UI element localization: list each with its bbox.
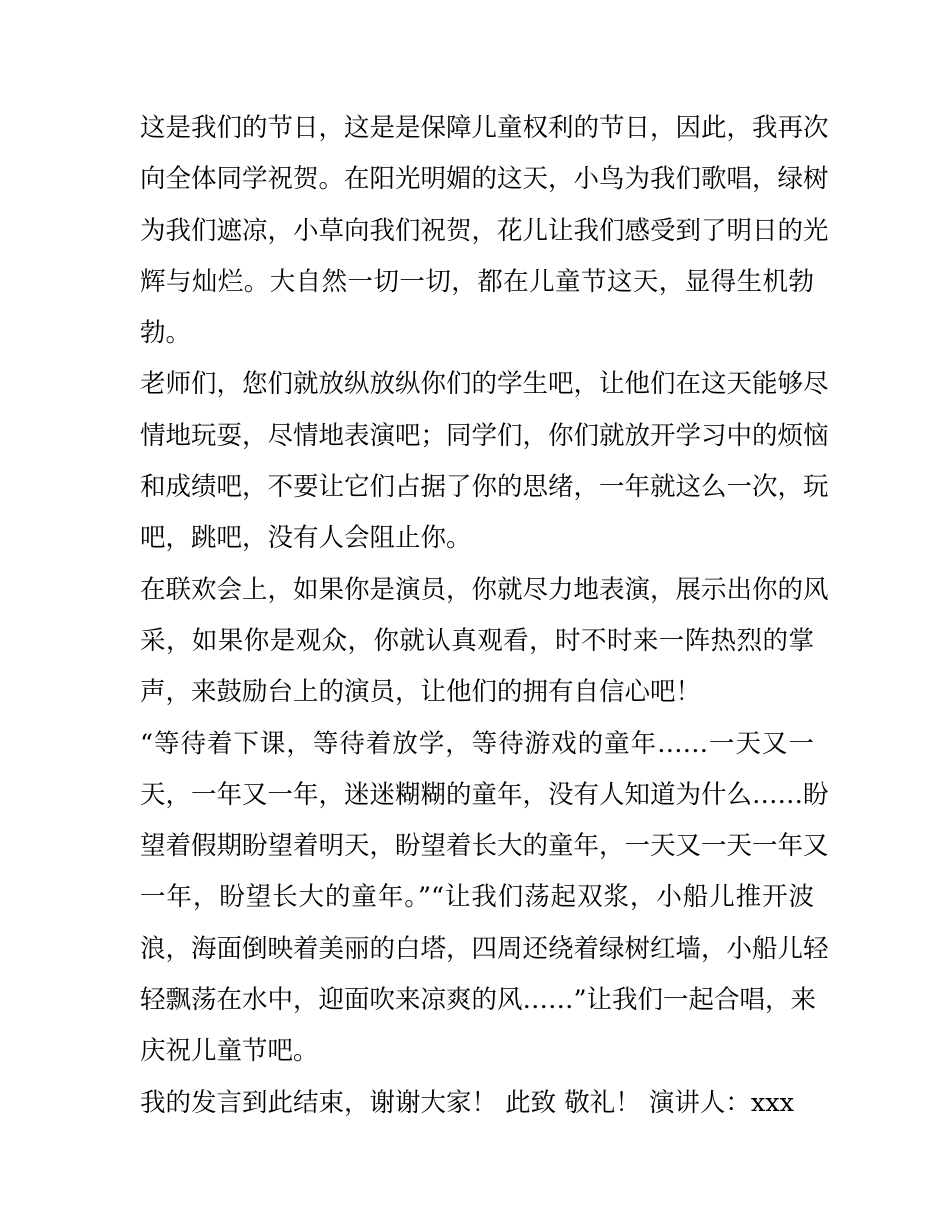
text-line: 情地玩耍，尽情地表演吧；同学们，你们就放开学习中的烦恼 xyxy=(140,420,829,451)
paragraph-closing xyxy=(140,1078,814,1129)
text-line: 向全体同学祝贺。在阳光明媚的这天，小鸟为我们歌唱，绿树 xyxy=(140,164,829,195)
text-line: 望着假期盼望着明天，盼望着长大的童年，一天又一天一年又 xyxy=(140,831,829,862)
paragraph-song-quotes xyxy=(140,719,829,1078)
text-line: 庆祝儿童节吧。 xyxy=(140,1036,319,1067)
text-line: 轻飘荡在水中，迎面吹来凉爽的风……”让我们一起合唱，来 xyxy=(140,985,817,1016)
text-line: 这是我们的节日，这是是保障儿童权利的节日，因此，我再次 xyxy=(140,113,829,143)
text-line: 天，一年又一年，迷迷糊糊的童年，没有人知道为什么……盼 xyxy=(140,779,829,810)
text-line: 采，如果你是观众，你就认真观看，时不时来一阵热烈的掌 xyxy=(140,625,814,656)
text-line: 为我们遮凉，小草向我们祝贺，花儿让我们感受到了明日的光 xyxy=(140,215,829,246)
text-line: 和成绩吧，不要让它们占据了你的思绪，一年就这么一次，玩 xyxy=(140,472,829,503)
text-line: 在联欢会上，如果你是演员，你就尽力地表演，展示出你的风 xyxy=(140,574,829,605)
text-line: 老师们，您们就放纵放纵你们的学生吧，让他们在这天能够尽 xyxy=(140,369,829,400)
text-line: 勃。 xyxy=(140,318,192,349)
closing-line: 我的发言到此结束，谢谢大家！ 此致 敬礼！ 演讲人：xxx xyxy=(140,1087,794,1118)
speech-body xyxy=(140,103,829,1129)
paragraph-party xyxy=(140,565,829,719)
text-line: 声，来鼓励台上的演员，让他们的拥有自信心吧！ xyxy=(140,677,702,708)
text-line: 吧，跳吧，没有人会阻止你。 xyxy=(140,523,472,554)
text-line: 一年，盼望长大的童年。”“让我们荡起双浆，小船儿推开波 xyxy=(140,882,814,913)
text-line: “等待着下课，等待着放学，等待游戏的童年……一天又一 xyxy=(140,728,814,759)
text-line: 浪，海面倒映着美丽的白塔，四周还绕着绿树红墙，小船儿轻 xyxy=(140,933,829,964)
paragraph-holiday-greeting xyxy=(140,103,829,359)
text-line: 辉与灿烂。大自然一切一切，都在儿童节这天，显得生机勃 xyxy=(140,266,814,297)
paragraph-teachers-students xyxy=(140,359,829,564)
